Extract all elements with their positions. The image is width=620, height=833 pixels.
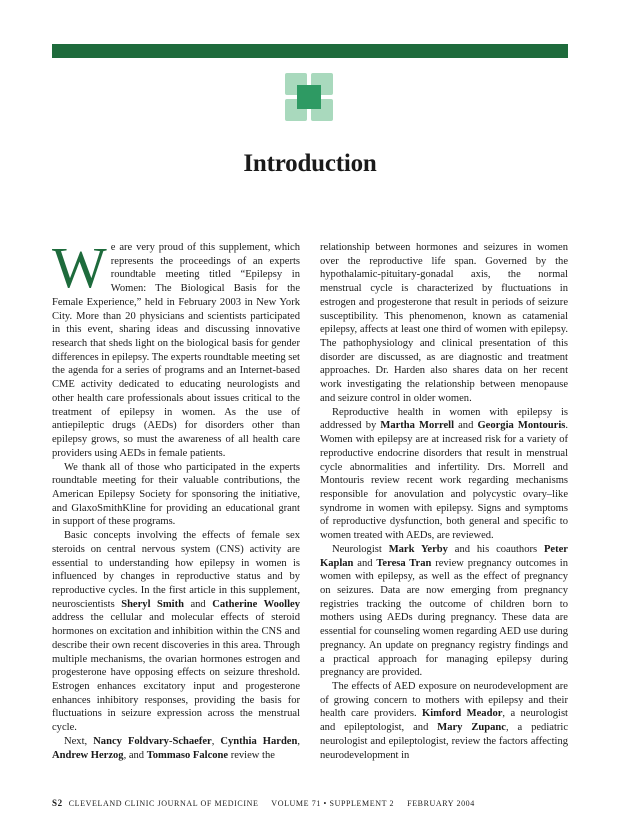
paragraph: Reproductive health in women with epilepsy is addressed by Martha Morrell and Georgia Montouris. Women with epilepsy are at increased risk for a variety of reproductive endocrine disorders that result in menstrual cycle abnormalities and infertility. Drs. Morrell and Montouris review recent work regarding mechanisms responsible for anovulation and polycystic ovary–like syndrome in women with epilepsy. Signs and symptoms of reproductive dysfunction, both general and specific to women treated with AEDs, are reviewed. bbox=[320, 406, 569, 542]
author-name: Mark Yerby bbox=[388, 543, 448, 555]
page-title: Introduction bbox=[243, 150, 377, 177]
author-name: Cynthia Harden bbox=[220, 735, 298, 747]
author-name: Andrew Herzog bbox=[52, 749, 124, 761]
journal-citation: CLEVELAND CLINIC JOURNAL OF MEDICINE VOLUME 71 • SUPPLEMENT 2 FEBRUARY 2004 bbox=[68, 799, 475, 808]
page-footer bbox=[52, 798, 568, 808]
author-name: Mary Zupanc bbox=[437, 722, 506, 734]
drop-cap: W bbox=[52, 235, 107, 300]
author-name: Sheryl Smith bbox=[121, 598, 184, 610]
author-name: Tommaso Falcone bbox=[146, 749, 229, 761]
left-column bbox=[52, 235, 300, 762]
author-name: Peter Kaplan bbox=[320, 543, 568, 569]
author-name: Catherine Woolley bbox=[212, 598, 300, 610]
author-name: Kimford Meador bbox=[422, 708, 503, 720]
paragraph: Next, Nancy Foldvary-Schaefer, Cynthia Harden, Andrew Herzog, and Tommaso Falcone review the bbox=[52, 735, 300, 761]
page-number: S2 bbox=[52, 798, 63, 808]
four-square-logo-icon bbox=[285, 73, 333, 121]
author-name: Nancy Foldvary-Schaefer bbox=[93, 735, 212, 747]
paragraph: We thank all of those who participated in the experts roundtable meeting for their valuable contributions, the American Epilepsy Society for sponsoring the initiative, and GlaxoSmithKline for providing an educational grant in support of these programs. bbox=[52, 461, 300, 528]
author-name: Georgia Montouris bbox=[477, 420, 566, 432]
paragraph: Neurologist Mark Yerby and his coauthors Peter Kaplan and Teresa Tran review pregnancy outcomes in women with epilepsy, as well as the effect of pregnancy on seizures. Data are now emerging from pregnancy registries tracking the outcome of children born to mothers using AEDs during pregnancy. These data are essential for counseling women regarding AED use during pregnancy. An update on pregnancy registry findings and a practical approach for managing epilepsy during pregnancy are provided. bbox=[320, 543, 568, 679]
author-name: Martha Morrell bbox=[380, 420, 454, 432]
paragraph: We are very proud of this supplement, which represents the proceedings of an experts roundtable meeting titled “Epilepsy in Women: The Biological Basis for the Female Experience,” held in February 2003 in New York City. More than 20 physicians and scientists participated in this event, sharing ideas and discussing innovative research that sheds light on the biological basis for gender differences in epilepsy. The experts roundtable meeting set the agenda for a series of programs and an Internet-based CME activity dedicated to educating neurologists and other health care professionals about issues critical to the treatment of epilepsy in women. As the use of antiepileptic drugs (AEDs) for disorders other than epilepsy grows, so must the awareness of all health care providers using AEDs in female patients. bbox=[52, 235, 300, 459]
header-bar bbox=[52, 44, 568, 58]
paragraph: relationship between hormones and seizures in women over the reproductive life span. Governed by the hypothalamic-pituitary-gonadal axis, the normal menstrual cycle is characterized by fluctuations in estrogen and progesterone that result in periods of seizure susceptibility. This phenomenon, known as catamenial epilepsy, affects at least one third of women with epilepsy. The pathophysiology and clinical presentation of this disorder are discussed, as are diagnostic and treatment approaches. Dr. Harden also shares data on her recent work investigating the relationship between menopause and seizure control in older women. bbox=[320, 242, 568, 404]
author-name: Teresa Tran bbox=[376, 557, 432, 569]
right-column bbox=[320, 241, 568, 762]
paragraph: Basic concepts involving the effects of female sex steroids on central nervous system (CNS) activity are essential to understanding how epilepsy in women is influenced by changes in reproductive status and by reproductive cycles. In the first article in this supplement, neuroscientists Sheryl Smith and Catherine Woolley address the cellular and molecular effects of steroid hormones on excitation and inhibition within the CNS and describe their own recent discoveries in this area. Through multiple mechanisms, the ovarian hormones estrogen and progesterone have opposing effects on seizure threshold. Estrogen enhances excitatory input and progesterone enhances inhibitory responses, providing the basis for fluctuations in seizure expression across the menstrual cycle. bbox=[52, 530, 300, 734]
paragraph: The effects of AED exposure on neurodevelopment are of growing concern to mothers with epilepsy and their health care providers. Kimford Meador, a neurologist and epileptologist, and Mary Zupanc, a pediatric neurologist and epileptologist, review the factors affecting neurodevelopment in bbox=[320, 681, 568, 761]
